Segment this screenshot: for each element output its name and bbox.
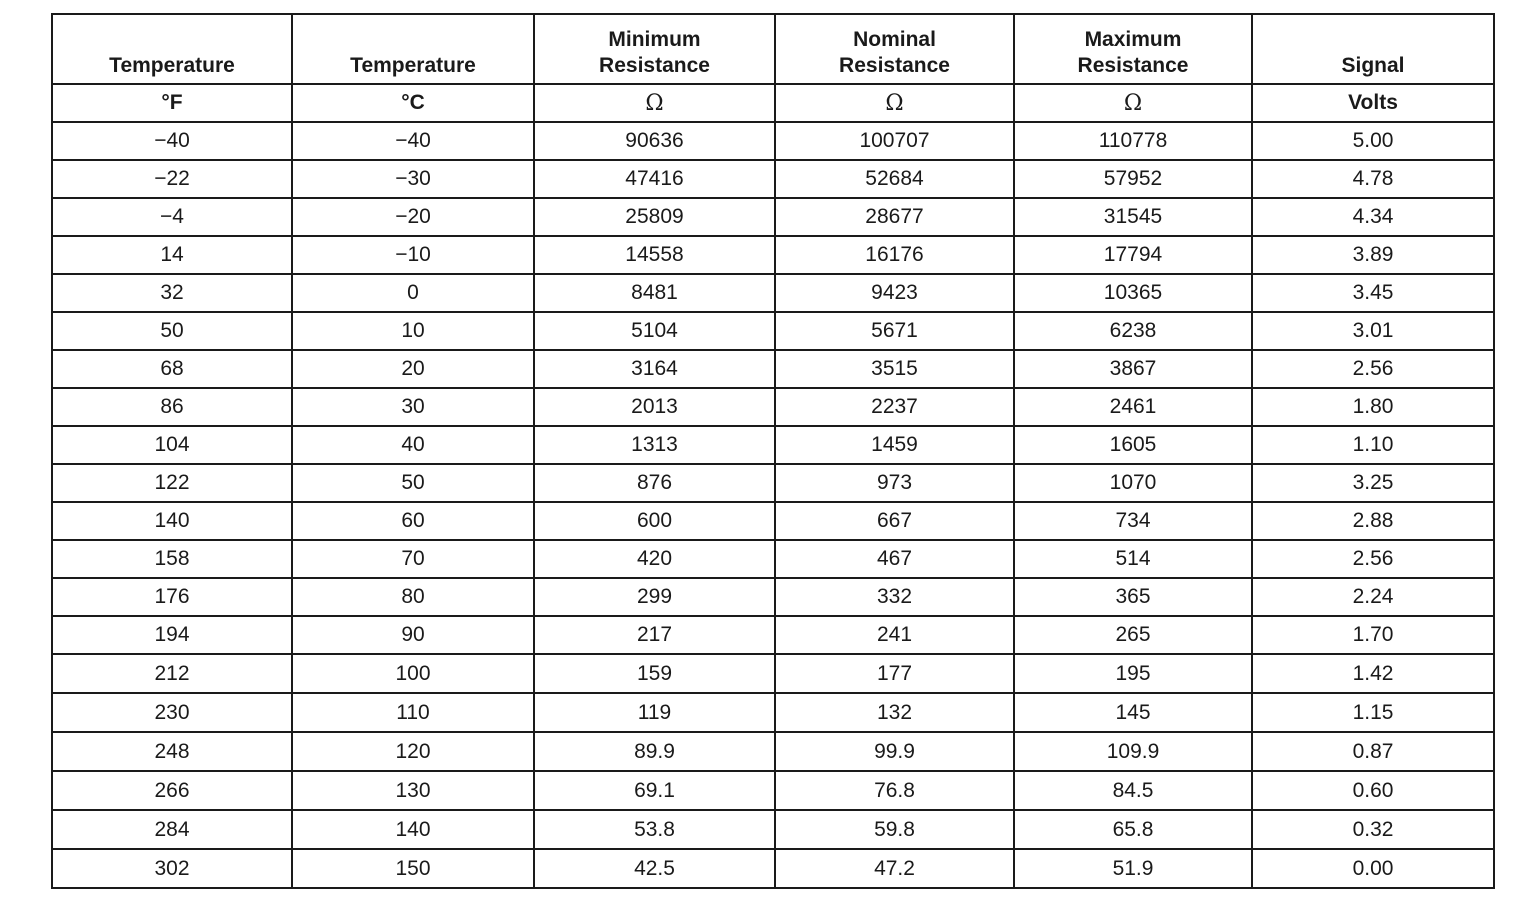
cell-temp-f: 86 [52,388,292,426]
cell-temp-f: 158 [52,540,292,578]
cell-nominal-resistance: 16176 [775,236,1014,274]
cell-signal-volts: 1.10 [1252,426,1494,464]
cell-nominal-resistance: 2237 [775,388,1014,426]
cell-nominal-resistance: 1459 [775,426,1014,464]
unit-ohm-min: Ω [534,84,775,122]
cell-temp-f: 302 [52,849,292,888]
header-min-resistance: Minimum Resistance [534,14,775,84]
cell-min-resistance: 876 [534,464,775,502]
cell-temp-c: −10 [292,236,534,274]
cell-max-resistance: 145 [1014,693,1252,732]
cell-max-resistance: 31545 [1014,198,1252,236]
table-row [52,693,1494,732]
header-row [52,14,1494,84]
table-row [52,312,1494,350]
cell-temp-f: 32 [52,274,292,312]
table-row [52,388,1494,426]
cell-temp-f: 14 [52,236,292,274]
unit-fahrenheit: °F [52,84,292,122]
table-row [52,616,1494,654]
cell-signal-volts: 5.00 [1252,122,1494,160]
cell-min-resistance: 3164 [534,350,775,388]
cell-temp-f: 140 [52,502,292,540]
units-row [52,84,1494,122]
table-row [52,198,1494,236]
cell-min-resistance: 600 [534,502,775,540]
cell-nominal-resistance: 467 [775,540,1014,578]
table-row [52,274,1494,312]
cell-temp-f: −40 [52,122,292,160]
cell-signal-volts: 2.56 [1252,350,1494,388]
cell-temp-c: 0 [292,274,534,312]
sensor-resistance-table [51,13,1495,889]
cell-nominal-resistance: 667 [775,502,1014,540]
cell-temp-f: −4 [52,198,292,236]
cell-max-resistance: 1070 [1014,464,1252,502]
table-row [52,654,1494,693]
cell-nominal-resistance: 47.2 [775,849,1014,888]
header-nominal-resistance: Nominal Resistance [775,14,1014,84]
cell-temp-f: 284 [52,810,292,849]
unit-ohm-max: Ω [1014,84,1252,122]
table-row [52,236,1494,274]
cell-temp-f: 248 [52,732,292,771]
cell-nominal-resistance: 5671 [775,312,1014,350]
cell-min-resistance: 90636 [534,122,775,160]
cell-temp-c: 140 [292,810,534,849]
cell-temp-c: −30 [292,160,534,198]
cell-nominal-resistance: 76.8 [775,771,1014,810]
table-row [52,732,1494,771]
cell-temp-f: 176 [52,578,292,616]
table-row [52,160,1494,198]
cell-nominal-resistance: 99.9 [775,732,1014,771]
cell-min-resistance: 420 [534,540,775,578]
cell-max-resistance: 10365 [1014,274,1252,312]
cell-temp-f: 266 [52,771,292,810]
cell-min-resistance: 25809 [534,198,775,236]
cell-min-resistance: 42.5 [534,849,775,888]
cell-max-resistance: 84.5 [1014,771,1252,810]
cell-temp-c: 130 [292,771,534,810]
cell-temp-f: 122 [52,464,292,502]
cell-nominal-resistance: 973 [775,464,1014,502]
cell-signal-volts: 0.00 [1252,849,1494,888]
cell-min-resistance: 119 [534,693,775,732]
cell-min-resistance: 69.1 [534,771,775,810]
table-row [52,350,1494,388]
cell-signal-volts: 1.80 [1252,388,1494,426]
cell-temp-f: 194 [52,616,292,654]
cell-max-resistance: 2461 [1014,388,1252,426]
cell-nominal-resistance: 52684 [775,160,1014,198]
table-row [52,771,1494,810]
cell-min-resistance: 89.9 [534,732,775,771]
cell-signal-volts: 0.87 [1252,732,1494,771]
cell-nominal-resistance: 100707 [775,122,1014,160]
cell-temp-c: 120 [292,732,534,771]
cell-temp-c: 40 [292,426,534,464]
cell-temp-f: 68 [52,350,292,388]
cell-min-resistance: 299 [534,578,775,616]
cell-nominal-resistance: 9423 [775,274,1014,312]
table-row [52,540,1494,578]
cell-max-resistance: 110778 [1014,122,1252,160]
cell-signal-volts: 3.01 [1252,312,1494,350]
header-temp-c: Temperature [292,14,534,84]
sensor-resistance-table-container [51,13,1493,889]
cell-max-resistance: 365 [1014,578,1252,616]
cell-max-resistance: 57952 [1014,160,1252,198]
cell-temp-c: 100 [292,654,534,693]
cell-temp-c: 10 [292,312,534,350]
cell-temp-c: 150 [292,849,534,888]
cell-temp-c: 110 [292,693,534,732]
table-row [52,122,1494,160]
cell-max-resistance: 65.8 [1014,810,1252,849]
cell-signal-volts: 2.56 [1252,540,1494,578]
cell-temp-c: 60 [292,502,534,540]
cell-temp-c: 20 [292,350,534,388]
cell-signal-volts: 3.45 [1252,274,1494,312]
cell-signal-volts: 2.24 [1252,578,1494,616]
cell-nominal-resistance: 59.8 [775,810,1014,849]
cell-temp-f: 50 [52,312,292,350]
cell-signal-volts: 3.89 [1252,236,1494,274]
cell-signal-volts: 4.34 [1252,198,1494,236]
header-signal: Signal [1252,14,1494,84]
cell-max-resistance: 3867 [1014,350,1252,388]
cell-max-resistance: 514 [1014,540,1252,578]
cell-temp-c: 90 [292,616,534,654]
table-row [52,578,1494,616]
cell-signal-volts: 0.32 [1252,810,1494,849]
cell-nominal-resistance: 28677 [775,198,1014,236]
unit-celsius: °C [292,84,534,122]
cell-signal-volts: 0.60 [1252,771,1494,810]
cell-max-resistance: 195 [1014,654,1252,693]
cell-signal-volts: 1.42 [1252,654,1494,693]
cell-temp-c: 50 [292,464,534,502]
cell-max-resistance: 1605 [1014,426,1252,464]
cell-signal-volts: 1.15 [1252,693,1494,732]
cell-min-resistance: 53.8 [534,810,775,849]
cell-min-resistance: 2013 [534,388,775,426]
cell-temp-f: 212 [52,654,292,693]
header-max-resistance: Maximum Resistance [1014,14,1252,84]
cell-nominal-resistance: 3515 [775,350,1014,388]
cell-nominal-resistance: 332 [775,578,1014,616]
table-row [52,810,1494,849]
cell-max-resistance: 109.9 [1014,732,1252,771]
table-row [52,849,1494,888]
table-row [52,464,1494,502]
cell-signal-volts: 1.70 [1252,616,1494,654]
unit-ohm-nominal: Ω [775,84,1014,122]
cell-max-resistance: 6238 [1014,312,1252,350]
cell-nominal-resistance: 241 [775,616,1014,654]
cell-max-resistance: 51.9 [1014,849,1252,888]
table-row [52,426,1494,464]
cell-signal-volts: 4.78 [1252,160,1494,198]
cell-nominal-resistance: 132 [775,693,1014,732]
cell-nominal-resistance: 177 [775,654,1014,693]
cell-temp-f: 230 [52,693,292,732]
unit-volts: Volts [1252,84,1494,122]
cell-max-resistance: 734 [1014,502,1252,540]
cell-min-resistance: 8481 [534,274,775,312]
table-body [52,122,1494,888]
header-temp-f: Temperature [52,14,292,84]
cell-temp-c: 70 [292,540,534,578]
cell-min-resistance: 14558 [534,236,775,274]
table-row [52,502,1494,540]
cell-max-resistance: 17794 [1014,236,1252,274]
cell-temp-f: 104 [52,426,292,464]
cell-temp-c: 80 [292,578,534,616]
cell-min-resistance: 5104 [534,312,775,350]
cell-max-resistance: 265 [1014,616,1252,654]
cell-min-resistance: 1313 [534,426,775,464]
cell-min-resistance: 159 [534,654,775,693]
cell-temp-c: −40 [292,122,534,160]
cell-min-resistance: 47416 [534,160,775,198]
cell-temp-f: −22 [52,160,292,198]
cell-temp-c: −20 [292,198,534,236]
cell-min-resistance: 217 [534,616,775,654]
cell-signal-volts: 2.88 [1252,502,1494,540]
cell-temp-c: 30 [292,388,534,426]
cell-signal-volts: 3.25 [1252,464,1494,502]
